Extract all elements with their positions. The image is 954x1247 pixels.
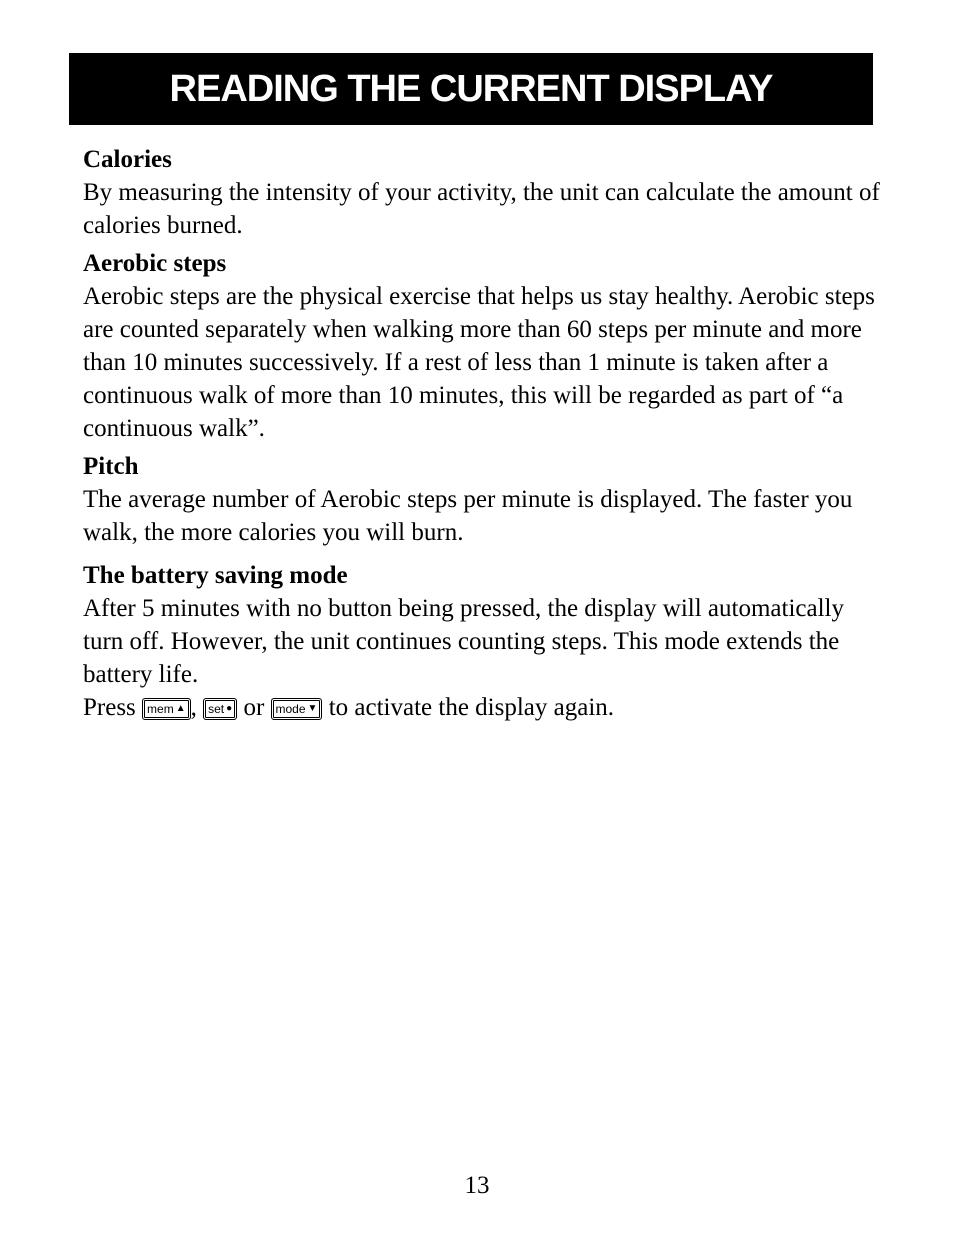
content (83, 143, 883, 729)
mode-button-symbol: mode ▼ (271, 698, 323, 720)
title-bar (69, 53, 873, 125)
separator-or: or (243, 694, 265, 721)
section-body: The average number of Aerobic steps per minute is displayed. The faster you walk, the more calories you will burn. (83, 486, 853, 546)
section-body: Aerobic steps are the physical exercise that helps us stay healthy. Aerobic steps are counted separately when walking more than 60 steps per minute and more than 10 minutes successively. If a rest of less than 1 minute is taken after a continuous walk of more than 10 minutes, this will be regarded as part of “a continuous walk”. (83, 283, 875, 442)
set-button-symbol: set ● (203, 698, 237, 720)
triangle-up-icon: ▲ (175, 703, 186, 714)
separator-comma: , (190, 694, 197, 721)
section-heading: Calories (83, 146, 172, 173)
section-body: By measuring the intensity of your activity, the unit can calculate the amount of calories burned. (83, 179, 880, 239)
section-aerobic-steps (83, 247, 883, 445)
page-number: 13 (464, 1172, 490, 1199)
section-heading: The battery saving mode (83, 562, 348, 589)
section-heading: Pitch (83, 453, 139, 480)
press-prefix: Press (83, 694, 136, 721)
press-instruction (83, 691, 883, 724)
section-calories (83, 143, 883, 242)
section-pitch (83, 450, 883, 549)
mem-button-symbol: mem ▲ (142, 698, 191, 720)
press-suffix: to activate the display again. (328, 694, 615, 721)
triangle-down-icon: ▼ (307, 703, 318, 714)
section-heading: Aerobic steps (83, 250, 227, 277)
section-battery-saving (83, 559, 883, 724)
page-title: READING THE CURRENT DISPLAY (169, 67, 773, 110)
dot-icon: ● (226, 703, 233, 714)
section-body: After 5 minutes with no button being pressed, the display will automatically turn off. However, the unit continues counting steps. This mode extends the battery life. (83, 595, 844, 688)
